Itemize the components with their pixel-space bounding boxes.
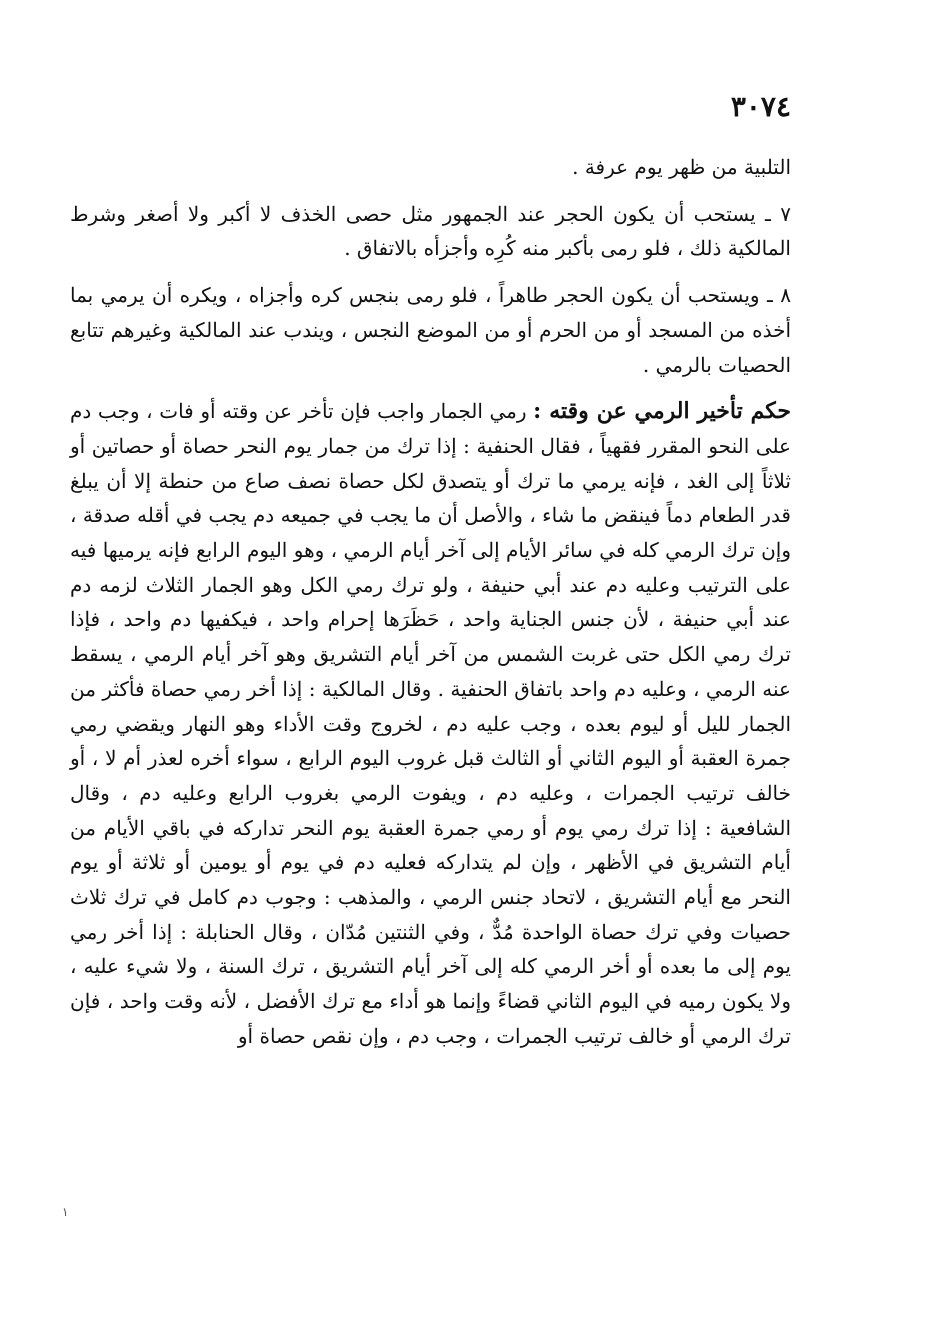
- section-body: رمي الجمار واجب فإن تأخر عن وقته أو فات ، وجب دم على النحو المقرر فقهياً ، فقال الحنفية : إذا ترك من جمار يوم النحر حصاة أو حصاتين أو ثلاثاً إلى الغد ، فإنه يرمي ما ترك أو يتصدق لكل حصاة نصف صاع من حنطة إلا أن يبلغ قدر الطعام دماً فينقض ما شاء ، والأصل أن ما يجب في جميعه دم يجب في أقله صدقة ، وإن ترك الرمي كله في سائر الأيام إلى آخر أيام الرمي ، وهو اليوم الرابع فإنه يرميها فيه على الترتيب وعليه دم عند أبي حنيفة ، ولو ترك رمي الكل وهو الجمار الثلاث لزمه دم عند أبي حنيفة ، لأن جنس الجناية واحد ، حَظَرَها إحرام واحد ، فيكفيها دم واحد ، فإذا ترك رمي الكل حتى غربت الشمس من آخر أيام التشريق وهو آخر أيام الرمي ، يسقط عنه الرمي ، وعليه دم واحد باتفاق الحنفية . وقال المالكية : إذا أخر رمي حصاة فأكثر من الجمار لليل أو ليوم بعده ، وجب عليه دم ، لخروج وقت الأداء وهو النهار ويقضي رمي جمرة العقبة أو اليوم الثاني أو الثالث قبل غروب اليوم الرابع ، سواء أخره لعذر أم لا ، أو خالف ترتيب الجمرات ، وعليه دم ، ويفوت الرمي بغروب الرابع وعليه دم ، وقال الشافعية : إذا ترك رمي يوم أو رمي جمرة العقبة يوم النحر تداركه في باقي الأيام من أيام التشريق في الأظهر ، وإن لم يتداركه فعليه دم في يوم أو يومين أو ثلاثة أو يوم النحر مع أيام التشريق ، لاتحاد جنس الرمي ، والمذهب : وجوب دم كامل في ترك ثلاث حصيات وفي ترك حصاة الواحدة مُدٌّ ، وفي الثنتين مُدّان ، وقال الحنابلة : إذا أخر رمي يوم إلى ما بعده أو أخر الرمي كله إلى آخر أيام التشريق ، ترك السنة ، ولا شيء عليه ، ولا يكون رميه في اليوم الثاني قضاءً وإنما هو أداء مع ترك الأفضل ، لأنه وقت واحد ، فإن ترك الرمي أو خالف ترتيب الجمرات ، وجب دم ، وإن نقص حصاة أو: [70, 399, 791, 1048]
- paragraph-3: ٨ ـ ويستحب أن يكون الحجر طاهراً ، فلو رمى بنجس كره وأجزاه ، ويكره أن يرمي بما أخذه من المسجد أو من الحرم أو من الموضع النجس ، ويندب عند المالكية وغيرهم تتابع الحصيات بالرمي .: [70, 283, 791, 377]
- page-number: ٣٠٧٤: [730, 90, 791, 123]
- paragraph-4: [70, 394, 791, 1053]
- paragraph-1: التلبية من ظهر يوم عرفة .: [572, 155, 791, 179]
- paragraph-2: ٧ ـ يستحب أن يكون الحجر عند الجمهور مثل حصى الخذف لا أكبر ولا أصغر وشرط المالكية ذلك ، فلو رمى بأكبر منه كُرِه وأجزأه بالاتفاق .: [70, 201, 791, 261]
- section-heading: حكم تأخير الرمي عن وقته :: [533, 398, 791, 425]
- page-body: [70, 150, 791, 1054]
- margin-mark: ١: [62, 1205, 69, 1219]
